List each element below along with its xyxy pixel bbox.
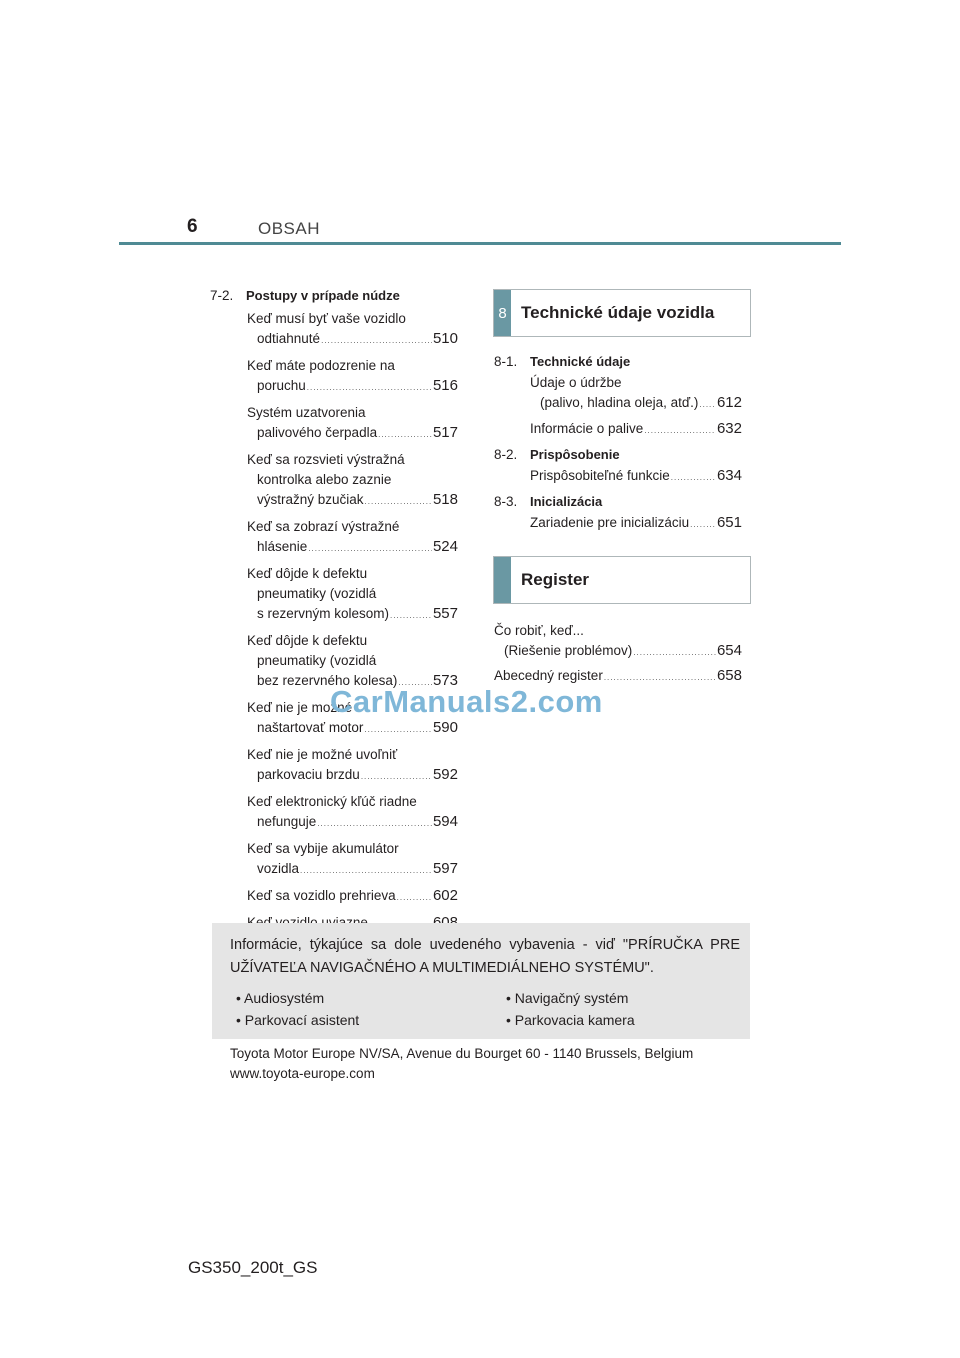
- dot-leader: [308, 539, 432, 559]
- section-number: 8-1.: [494, 354, 518, 369]
- entry-text: výstražný bzučiak: [257, 492, 364, 507]
- footer-code: GS350_200t_GS: [188, 1258, 318, 1277]
- entry-text-line: kontrolka alebo zaznie: [257, 472, 392, 487]
- toc-entry: [530, 466, 742, 488]
- entry-text-line: Keď musí byť vaše vozidlo: [247, 311, 406, 326]
- page-ref: 654: [716, 642, 742, 659]
- section-number: 7-2.: [210, 288, 234, 303]
- entry-text-line: Keď máte podozrenie na: [247, 358, 395, 373]
- register-list: [494, 621, 742, 691]
- page-ref: 557: [432, 605, 458, 622]
- info-item: • Navigačný systém: [506, 990, 629, 1006]
- entry-text-line: Keď sa zobrazí výstražné: [247, 519, 400, 534]
- toc-section: [494, 447, 742, 488]
- section-title: Postupy v prípade núdze: [246, 288, 400, 303]
- dot-leader: [300, 861, 432, 881]
- entry-text-line: pneumatiky (vozidlá: [257, 586, 377, 601]
- dot-leader: [671, 468, 716, 488]
- toc-entry: [247, 745, 458, 787]
- entry-leader-line: [247, 604, 458, 626]
- company-address: Toyota Motor Europe NV/SA, Avenue du Bourget 60 - 1140 Brussels, Belgium: [230, 1046, 694, 1061]
- dot-leader: [321, 331, 432, 351]
- entry-leader-line: [247, 886, 458, 908]
- page-ref: 612: [716, 394, 742, 411]
- section-title: Prispôsobenie: [530, 447, 620, 462]
- entry-leader-line: [247, 423, 458, 445]
- info-item: • Parkovací asistent: [236, 1012, 360, 1028]
- page-ref: 516: [432, 377, 458, 394]
- info-item: • Parkovacia kamera: [506, 1012, 635, 1028]
- page-number: 6: [187, 216, 198, 237]
- dot-leader: [317, 814, 432, 834]
- section-title: Inicializácia: [530, 494, 603, 509]
- toc-entry: [247, 792, 458, 834]
- entry-text: bez rezervného kolesa): [257, 673, 398, 688]
- register-box: [493, 556, 751, 604]
- entry-text: nefunguje: [257, 814, 317, 829]
- entry-text: Prispôsobiteľné funkcie: [530, 468, 670, 483]
- toc-entry: [247, 564, 458, 626]
- toc-entry: [247, 356, 458, 398]
- section-number: 8-3.: [494, 494, 518, 509]
- toc-entry: [247, 309, 458, 351]
- dot-leader: [361, 767, 432, 787]
- entry-text: (Riešenie problémov): [504, 643, 633, 658]
- page-title: OBSAH: [258, 219, 321, 238]
- toc-list: [494, 513, 742, 535]
- dot-leader: [365, 492, 432, 512]
- page-ref: 592: [432, 766, 458, 783]
- section-title: Technické údaje: [530, 354, 631, 369]
- entry-text: Informácie o palive: [530, 421, 644, 436]
- toc-section: [494, 354, 742, 441]
- toc-entry: [530, 373, 742, 415]
- toc-entry: [494, 621, 742, 663]
- page-ref: 594: [432, 813, 458, 830]
- page-ref: 602: [432, 887, 458, 904]
- chapter-number-tab: 8: [494, 290, 511, 336]
- entry-text: palivového čerpadla: [257, 425, 378, 440]
- entry-text: Zariadenie pre inicializáciu: [530, 515, 690, 530]
- page-ref: 597: [432, 860, 458, 877]
- page-ref: 634: [716, 467, 742, 484]
- entry-leader-line: [247, 537, 458, 559]
- entry-leader-line: [247, 490, 458, 512]
- dot-leader: [390, 606, 432, 626]
- toc-list: [494, 373, 742, 441]
- entry-text-line: Systém uzatvorenia: [247, 405, 366, 420]
- info-text: Informácie, týkajúce sa dole uvedeného vybavenia - viď "PRÍRUČKA PRE UŽÍVATEĽA NAVIGAČNÉHO A MULTIMEDIÁLNEHO SYSTÉMU".: [230, 937, 740, 976]
- entry-text-line: Keď dôjde k defektu: [247, 566, 368, 581]
- toc-entry: [247, 450, 458, 512]
- dot-leader: [699, 395, 716, 415]
- entry-text: hlásenie: [257, 539, 308, 554]
- page-ref: 658: [716, 667, 742, 684]
- entry-text: naštartovať motor: [257, 720, 364, 735]
- section-7-2: [210, 288, 458, 940]
- toc-list: [494, 466, 742, 488]
- chapter-8-box: [493, 289, 751, 337]
- entry-text: vozidla: [257, 861, 300, 876]
- dot-leader: [690, 515, 716, 535]
- entry-text-line: Keď sa vybije akumulátor: [247, 841, 399, 856]
- entry-text: Abecedný register: [494, 668, 603, 683]
- entry-text: poruchu: [257, 378, 306, 393]
- page-ref: 510: [432, 330, 458, 347]
- dot-leader: [604, 668, 716, 688]
- info-item: • Audiosystém: [236, 990, 325, 1006]
- chapter-title: Technické údaje vozidla: [521, 303, 715, 322]
- entry-text-line: Keď dôjde k defektu: [247, 633, 368, 648]
- entry-leader-line: [247, 376, 458, 398]
- entry-leader-line: [530, 393, 742, 415]
- section-heading: [494, 447, 742, 462]
- page-ref: 651: [716, 514, 742, 531]
- watermark-text: CarManuals2.com: [330, 684, 603, 719]
- page-ref: 573: [432, 672, 458, 689]
- entry-text-line: pneumatiky (vozidlá: [257, 653, 377, 668]
- dot-leader: [644, 421, 716, 441]
- dot-leader: [378, 425, 432, 445]
- toc-entry: [247, 886, 458, 908]
- section-heading: [494, 354, 742, 369]
- entry-text-line: Keď elektronický kľúč riadne: [247, 794, 417, 809]
- entry-leader-line: [247, 859, 458, 881]
- toc-entry: [530, 513, 742, 535]
- dot-leader: [633, 643, 716, 663]
- toc-entry: [247, 403, 458, 445]
- header-rule: [119, 242, 841, 245]
- entry-text: s rezervným kolesom): [257, 606, 390, 621]
- dot-leader: [307, 378, 432, 398]
- entry-leader-line: [530, 466, 742, 488]
- entry-text-line: Čo robiť, keď...: [494, 623, 584, 638]
- toc-list: [210, 309, 458, 935]
- entry-leader-line: [247, 329, 458, 351]
- section-number: 8-2.: [494, 447, 518, 462]
- register-tab: [494, 557, 511, 603]
- section-heading: [210, 288, 458, 303]
- section-heading: [494, 494, 742, 509]
- company-url: www.toyota-europe.com: [230, 1066, 375, 1081]
- entry-text: (palivo, hladina oleja, atď.): [540, 395, 699, 410]
- dot-leader: [397, 888, 432, 908]
- company-info: [230, 1044, 693, 1084]
- entry-text-line: Keď nie je možné: [247, 700, 353, 715]
- entry-text-line: Údaje o údržbe: [530, 375, 622, 390]
- entry-text-line: Keď nie je možné uvoľniť: [247, 747, 398, 762]
- entry-text: Keď sa vozidlo prehrieva: [247, 888, 396, 903]
- toc-section: [494, 494, 742, 535]
- toc-entry: [247, 517, 458, 559]
- entry-text: parkovaciu brzdu: [257, 767, 360, 782]
- entry-leader-line: [247, 765, 458, 787]
- page-ref: 518: [432, 491, 458, 508]
- entry-text: odtiahnuté: [257, 331, 321, 346]
- page-ref: 517: [432, 424, 458, 441]
- entry-leader-line: [530, 513, 742, 535]
- entry-leader-line: [247, 812, 458, 834]
- entry-text-line: Keď sa rozsvieti výstražná: [247, 452, 405, 467]
- dot-leader: [364, 720, 432, 740]
- page-ref: 632: [716, 420, 742, 437]
- register-title: Register: [521, 570, 590, 589]
- page-ref: 524: [432, 538, 458, 555]
- toc-entry: [247, 839, 458, 881]
- entry-leader-line: [494, 641, 742, 663]
- entry-leader-line: [530, 419, 742, 441]
- chapter-8-sections: [494, 354, 742, 541]
- page-ref: 590: [432, 719, 458, 736]
- entry-leader-line: [247, 718, 458, 740]
- toc-entry: [530, 419, 742, 441]
